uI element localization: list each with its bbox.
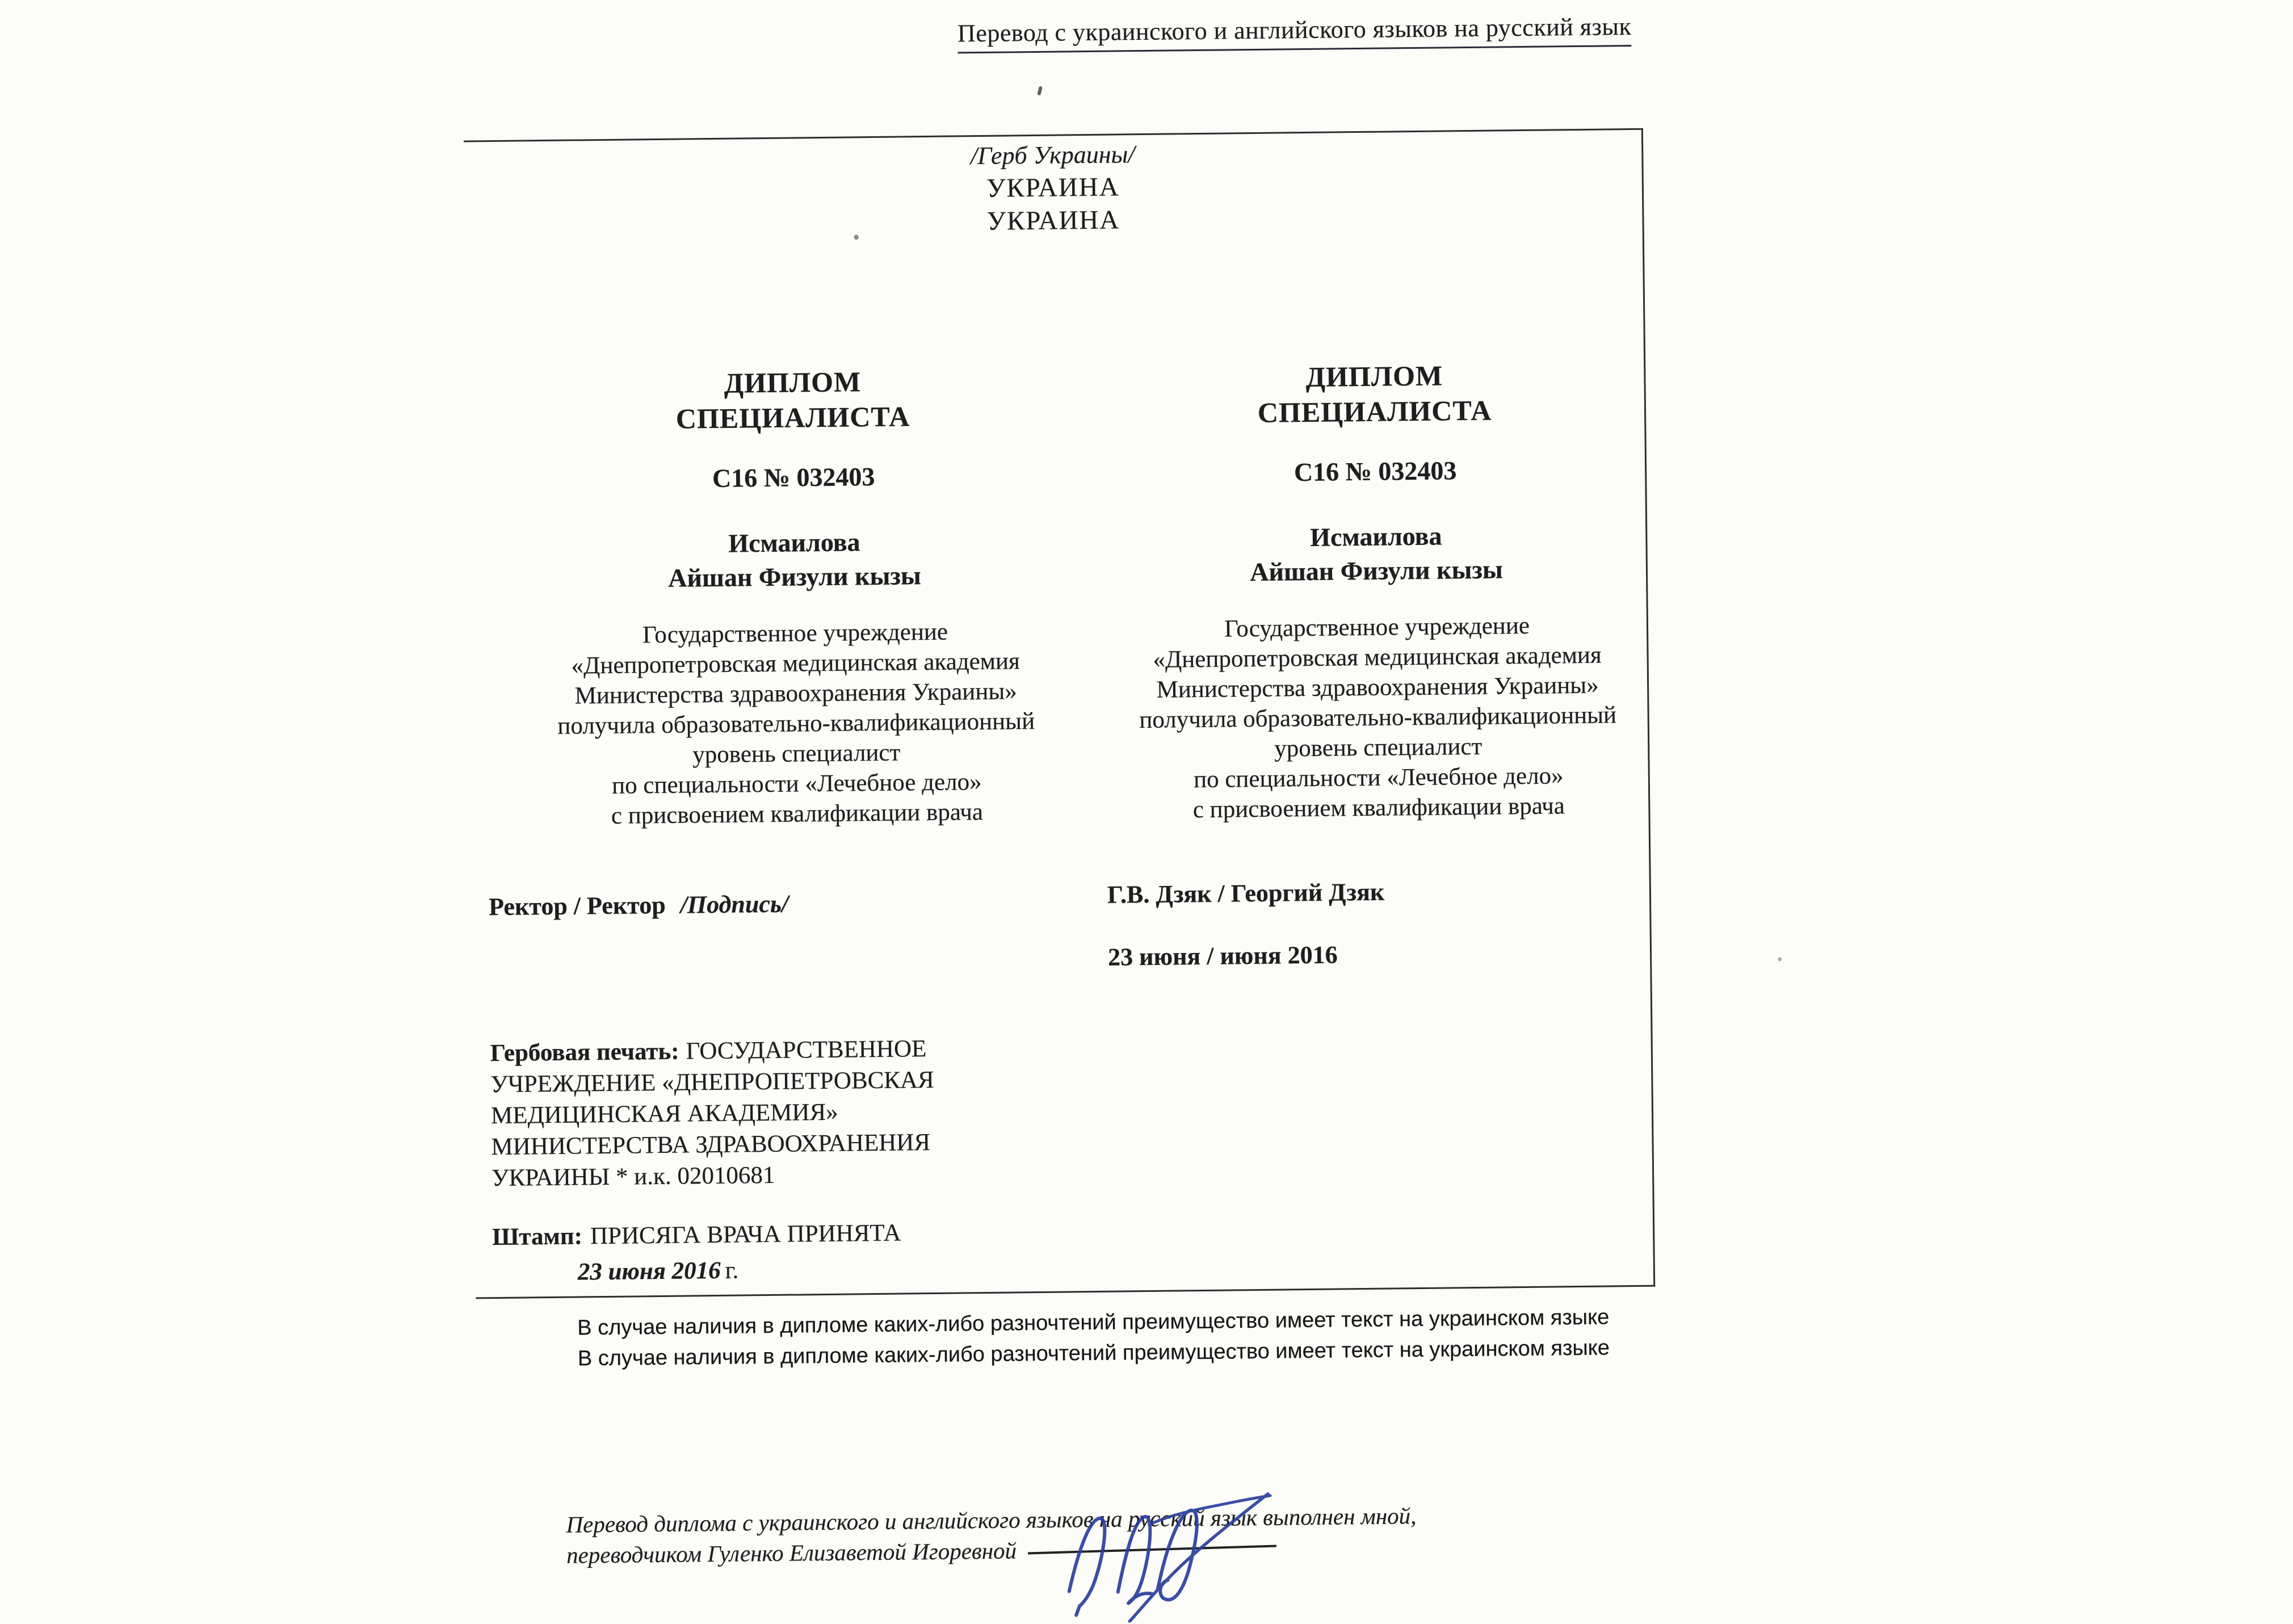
holder-surname: Исмаилова [728,527,860,558]
diploma-body-text [1104,610,1652,826]
diploma-series-number: С16 № 032403 [712,461,875,493]
text-line: получила образовательно-квалификационный [557,708,1035,740]
diploma-title [483,362,1102,438]
coat-of-arms-note: /Герб Украины/ [970,140,1135,170]
stamp-date: 23 июня 2016 [577,1257,721,1286]
text-line: «Днепропетровская медицинская академия [571,648,1020,679]
diploma-translation-frame [464,128,1655,1299]
text-line: с присвоением квалификации врача [1192,792,1565,824]
text-line: по специальности «Лечебное дело» [611,769,982,799]
scan-speck [854,234,859,240]
translator-statement [566,1500,1417,1571]
text-line: по специальности «Лечебное дело» [1193,762,1564,794]
diploma-title-line-1: ДИПЛОМ [724,366,862,399]
stamp-label: Штамп: [492,1223,583,1251]
text-line: Министерства здравоохранения Украины» [574,678,1017,710]
scan-speck [1778,957,1782,961]
holder-given-names: Айшан Физули кызы [1249,555,1504,587]
translator-signature [1044,1455,1290,1623]
text-line: Государственное учреждение [1224,612,1530,643]
diploma-title-line-2: СПЕЦИАЛИСТА [675,400,910,435]
discrepancy-note-line-2: В случае наличия в дипломе каких-либо разночтений преимущество имеет текст на украинском языке [577,1336,1610,1371]
text-line: получила образовательно-квалификационный [1139,702,1617,734]
holder-name-block [485,523,1104,597]
text-line: «Днепропетровская медицинская академия [1153,641,1602,673]
official-seal-description [490,1032,1026,1194]
frame-inner [464,130,1653,1298]
diploma-column-left [481,136,1111,1297]
stamp-description [492,1219,901,1252]
stamp-date-line [578,1257,739,1286]
rector-name: Г.В. Дзяк / Георгий Дзяк [1107,878,1385,909]
text-line: Государственное учреждение [642,618,948,649]
scan-speck [1037,86,1043,95]
diploma-column-right [1099,130,1656,1291]
diploma-title-line-1: ДИПЛОМ [1305,359,1443,393]
text-line: Министерства здравоохранения Украины» [1156,672,1599,703]
stamp-text: ПРИСЯГА ВРАЧА ПРИНЯТА [590,1219,901,1250]
diploma-title-line-2: СПЕЦИАЛИСТА [1257,394,1492,429]
seal-label: Гербовая печать: [490,1038,679,1067]
issue-date: 23 июня / июня 2016 [1107,941,1338,971]
text-line: с присвоением квалификации врача [611,799,984,829]
rector-signature-line [489,889,789,922]
discrepancy-note-line-1: В случае наличия в дипломе каких-либо разночтений преимущество имеет текст на украинском языке [577,1305,1610,1340]
diploma-body-text [486,615,1107,832]
rector-label: Ректор / Ректор [488,891,666,921]
holder-surname: Исмаилова [1309,521,1442,552]
country-name-line-2: УКРАИНА [986,205,1120,236]
diploma-title [1102,356,1647,432]
seal-text: ГОСУДАРСТВЕННОЕ УЧРЕЖДЕНИЕ «ДНЕПРОПЕТРОВСКАЯ МЕДИЦИНСКАЯ АКАДЕМИЯ» МИНИСТЕРСТВА ЗДРАВООХРАНЕНИЯ УКРАИНЫ * и.к. 02010681 [490,1035,934,1192]
text-line: уровень специалист [692,739,901,769]
translation-direction-note: Перевод с украинского и английского языков на русский язык [957,12,1632,53]
holder-name-block [1103,517,1649,591]
translator-statement-line-2: переводчиком Гуленко Елизаветой Игоревной [566,1537,1017,1568]
signature-placeholder-note: /Подпись/ [680,889,789,919]
country-name-line-1: УКРАИНА [986,172,1120,203]
text-line: уровень специалист [1274,733,1483,762]
stamp-date-suffix: г. [725,1257,739,1284]
translator-statement-line-1: Перевод диплома с украинского и английского языков на русский язык выполнен мной, [566,1503,1417,1538]
diploma-series-number: С16 № 032403 [1294,456,1457,487]
holder-given-names: Айшан Физули кызы [667,561,922,593]
